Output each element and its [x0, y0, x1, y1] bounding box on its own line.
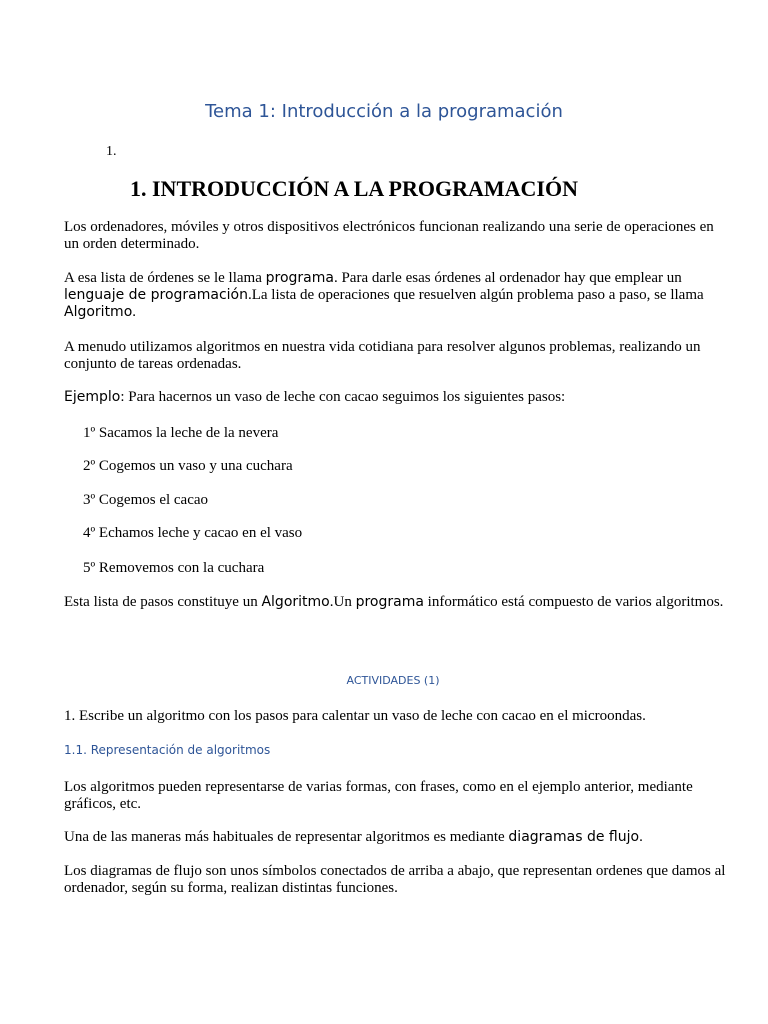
text: .Un	[329, 594, 356, 610]
paragraph-representation: Los algoritmos pueden representarse de varias formas, con frases, como en el ejemplo anterior, mediante gráficos, etc.	[64, 779, 693, 812]
keyword-lenguaje: lenguaje de programación	[64, 287, 248, 303]
keyword-programa: programa	[265, 270, 334, 286]
paragraph-flowchart	[64, 829, 726, 846]
paragraph-example	[64, 389, 726, 406]
section-heading: 1. INTRODUCCIÓN A LA PROGRAMACIÓN	[130, 176, 578, 201]
subheading: 1.1. Representación de algoritmos	[64, 743, 271, 757]
list-item: 4º Echamos leche y cacao en el vaso	[83, 525, 303, 541]
keyword-diagramas: diagramas de flujo	[508, 829, 640, 845]
list-item: 2º Cogemos un vaso y una cuchara	[83, 458, 293, 474]
list-item: 3º Cogemos el cacao	[83, 492, 209, 508]
list-marker: 1.	[106, 144, 117, 159]
paragraph-daily: A menudo utilizamos algoritmos en nuestra vida cotidiana para resolver algunos problemas, realizando un conjunto de tareas ordenadas.	[64, 339, 701, 372]
text: .La lista de operaciones que resuelven algún problema paso a paso, se llama	[247, 287, 704, 303]
document-title: Tema 1: Introducción a la programación	[205, 101, 563, 122]
activity-item: 1. Escribe un algoritmo con los pasos para calentar un vaso de leche con cacao en el microondas.	[64, 708, 646, 724]
paragraph-program	[64, 270, 726, 321]
text: A esa lista de órdenes se le llama	[64, 270, 266, 286]
activities-title: ACTIVIDADES (1)	[346, 674, 440, 687]
paragraph-symbols: Los diagramas de flujo son unos símbolos conectados de arriba a abajo, que representan ordenes que damos al ordenador, según su forma, realizan distintas funciones.	[64, 863, 726, 896]
text: informático está compuesto de varios algoritmos.	[423, 594, 724, 610]
list-item: 1º Sacamos la leche de la nevera	[83, 425, 279, 441]
text: Esta lista de pasos constituye un	[64, 594, 262, 610]
text: .	[132, 304, 137, 320]
keyword-ejemplo: Ejemplo	[64, 389, 121, 405]
text: . Para darle esas órdenes al ordenador hay que emplear un	[333, 270, 682, 286]
list-item: 5º Removemos con la cuchara	[83, 560, 265, 576]
keyword-algoritmo: Algoritmo	[261, 594, 330, 610]
paragraph-intro: Los ordenadores, móviles y otros dispositivos electrónicos funcionan realizando una serie de operaciones en un orden determinado.	[64, 219, 714, 252]
text: .	[639, 829, 643, 845]
keyword-algoritmo: Algoritmo	[64, 304, 133, 320]
text: : Para hacernos un vaso de leche con cacao seguimos los siguientes pasos:	[120, 389, 566, 405]
keyword-programa: programa	[355, 594, 424, 610]
paragraph-conclusion	[64, 594, 726, 611]
text: Una de las maneras más habituales de representar algoritmos es mediante	[64, 829, 509, 845]
